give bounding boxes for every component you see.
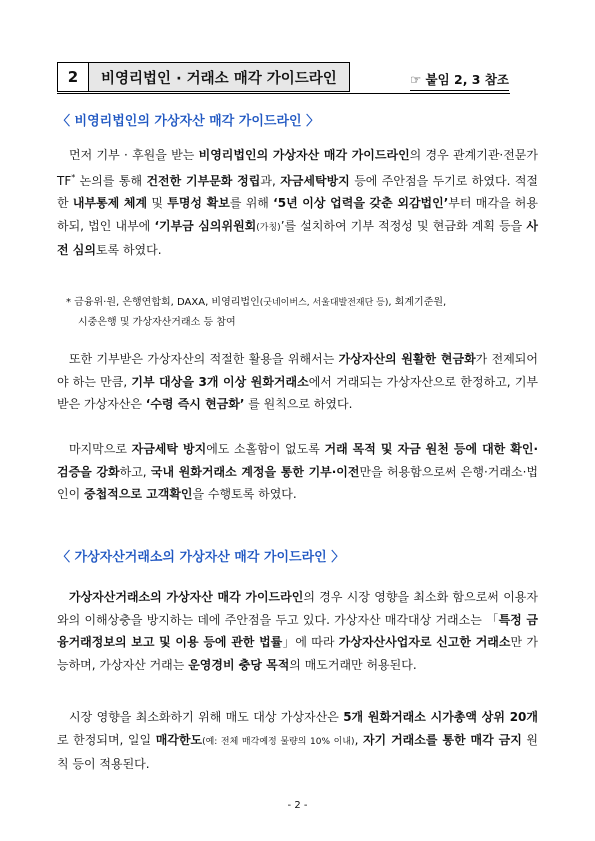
subsection-heading-nonprofit: 〈 비영리법인의 가상자산 매각 가이드라인 〉	[57, 114, 320, 129]
paragraph-aml: 마지막으로 자금세탁 방지에도 소홀함이 없도록 거래 목적 및 자금 원천 등에 대한 확인·검증을 강화하고, 국내 원화거래소 계정을 통한 기부·이전만을 허용함으로써 은행·거래소·법인이 중첩적으로 고객확인을 수행토록 하였다.	[57, 442, 539, 501]
subsection-heading-exchange: 〈 가상자산거래소의 가상자산 매각 가이드라인 〉	[57, 550, 345, 565]
header-underline	[57, 93, 510, 94]
header-box	[57, 62, 350, 92]
section-title: 비영리법인 · 거래소 매각 가이드라인	[89, 63, 349, 91]
section-header	[57, 62, 537, 92]
footnote-participants: * 금융위·원, 은행연합회, DAXA, 비영리법인(굿네이버스, 서울대발전재단 등), 회계기준원, 시중은행 및 가상자산거래소 등 참여	[66, 297, 447, 328]
section-number: 2	[58, 63, 89, 91]
paragraph-nonprofit-guideline: 먼저 기부 · 후원을 받는 비영리법인의 가상자산 매각 가이드라인의 경우 관계기관·전문가 TF* 논의를 통해 건전한 기부문화 정립과, 자금세탁방지 등에 주안점을 두기로 하였다. 적절한 내부통제 체계 및 투명성 확보를 위해 ‘5년 이상 업력을 갖춘 외감법인’부터 매각을 허용하되, 법인 내부에 ‘기부금 심의위원회(가칭)’를 설치하여 기부 적정성 및 현금화 계획 등을 사전 심의토록 하였다.	[57, 148, 538, 257]
paragraph-exchange-guideline: 가상자산거래소의 가상자산 매각 가이드라인의 경우 시장 영향을 최소화 함으로써 이용자와의 이해상충을 방지하는 데에 주안점을 두고 있다. 가상자산 매각대상 거래소는 「특정 금융거래정보의 보고 및 이용 등에 관한 법률」에 따라 가상자산사업자로 신고한 거래소만 가능하며, 가상자산 거래는 운영경비 충당 목적의 매도거래만 허용된다.	[57, 590, 539, 672]
page-number: - 2 -	[287, 800, 308, 811]
paragraph-sell-limits: 시장 영향을 최소화하기 위해 매도 대상 가상자산은 5개 원화거래소 시가총액 상위 20개로 한정되며, 일일 매각한도(예: 전체 매각예정 물량의 10% 이내), 자기 거래소를 통한 매각 금지 원칙 등이 적용된다.	[57, 710, 538, 771]
attachment-reference: ☞ 붙임 2, 3 참조	[410, 70, 509, 91]
paragraph-cash-conversion: 또한 기부받은 가상자산의 적절한 활용을 위해서는 가상자산의 원활한 현금화가 전제되어야 하는 만큼, 기부 대상을 3개 이상 원화거래소에서 거래되는 가상자산으로 한정하고, 기부받은 가상자산은 ‘수령 즉시 현금화’ 를 원칙으로 하였다.	[57, 352, 539, 411]
